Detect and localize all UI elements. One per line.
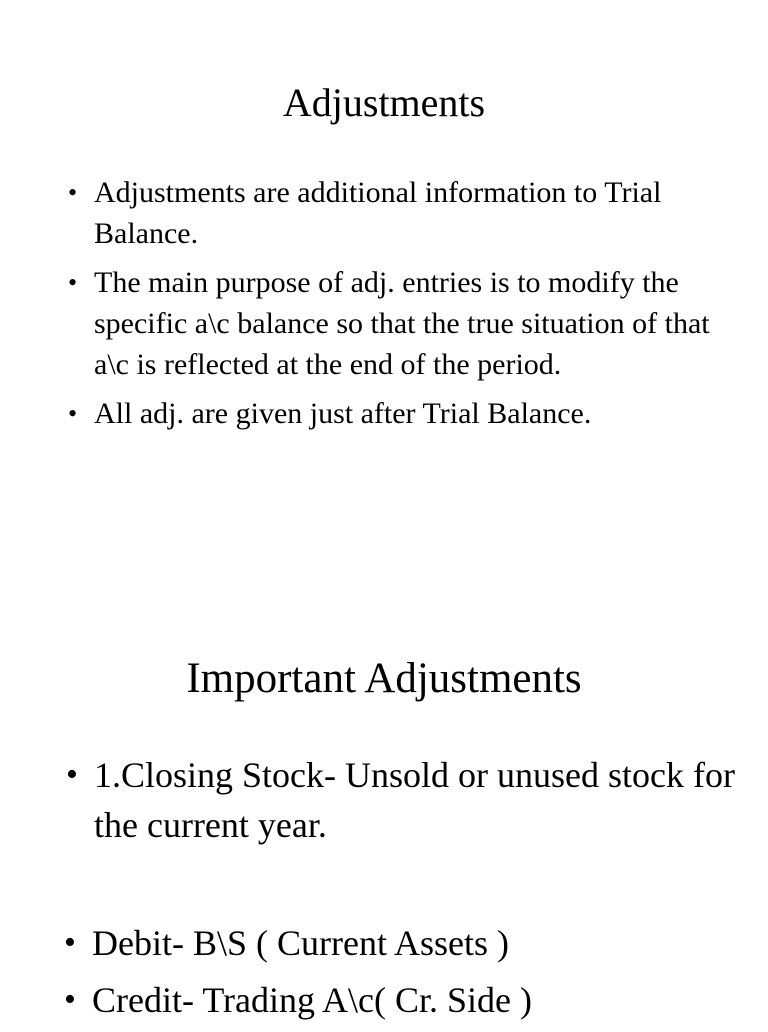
slide2-title: Important Adjustments	[186, 655, 582, 702]
list-item	[68, 393, 734, 434]
slide1-title: Adjustments	[282, 80, 486, 125]
list-item	[68, 262, 734, 385]
bullet-icon: •	[68, 399, 78, 428]
bullet-text: The main purpose of adj. entries is to modify the specific a\c balance so that the true situation of that a\c is reflected at the end of the period.	[94, 266, 710, 381]
bullet-text: All adj. are given just after Trial Balance.	[94, 397, 592, 430]
list-item	[68, 172, 734, 254]
slide1-bullet-list	[68, 172, 734, 442]
slide2-entry-list	[64, 918, 742, 1032]
list-item	[64, 975, 742, 1025]
bullet-text: Debit- B\S ( Current Assets )	[92, 923, 509, 963]
bullet-text: Adjustments are additional information to Trial Balance.	[94, 176, 662, 250]
list-item	[64, 918, 742, 968]
bullet-icon: •	[68, 268, 78, 297]
bullet-icon: •	[64, 924, 76, 961]
list-item	[66, 750, 744, 850]
slide2-bullet-list	[66, 750, 744, 850]
bullet-text: Credit- Trading A\c( Cr. Side )	[92, 980, 532, 1020]
bullet-text: 1.Closing Stock- Unsold or unused stock for the current year.	[94, 755, 735, 845]
bullet-icon: •	[66, 756, 78, 793]
bullet-icon: •	[64, 981, 76, 1018]
bullet-icon: •	[68, 178, 78, 207]
